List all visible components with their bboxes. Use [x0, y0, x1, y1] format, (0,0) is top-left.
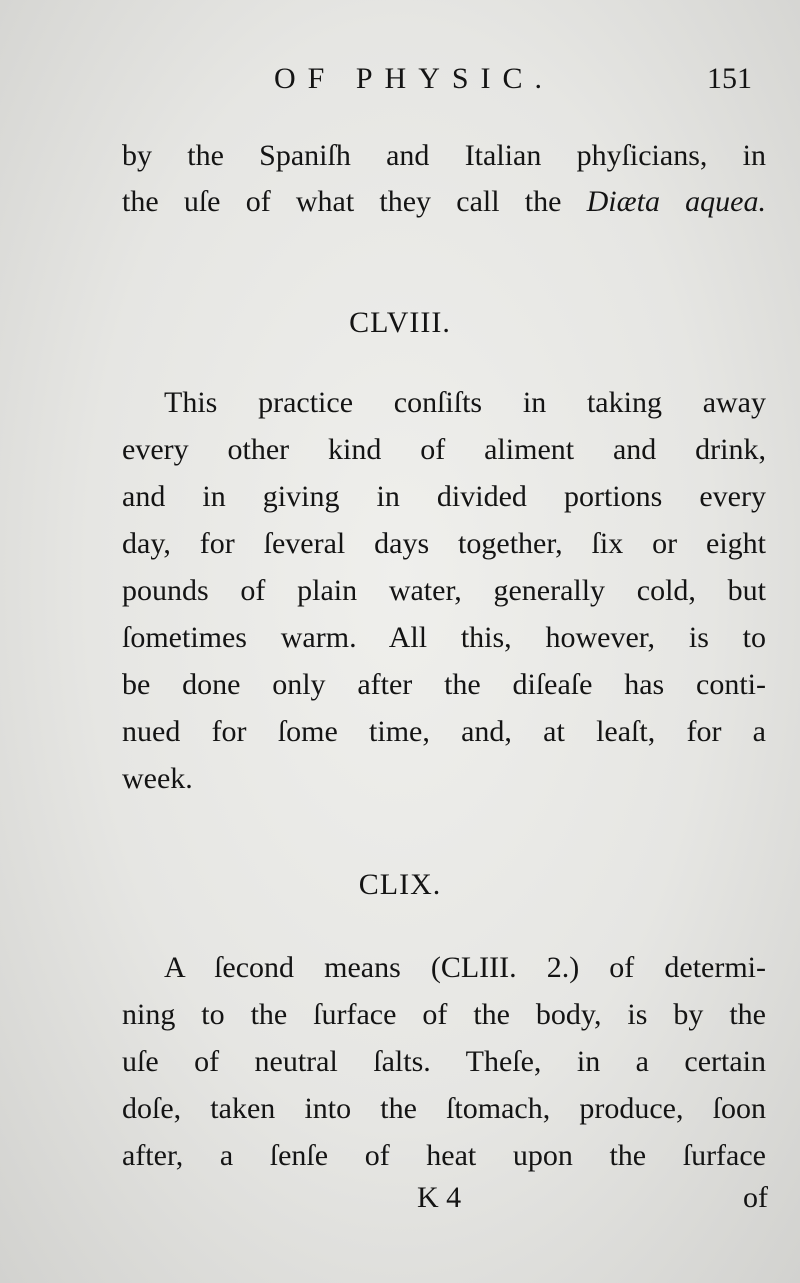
clviii-line-5: pounds of plain water, generally cold, but — [122, 574, 766, 607]
italic-term: Diæta aquea. — [586, 185, 766, 218]
page-header — [0, 62, 800, 110]
catchword: of — [743, 1181, 768, 1214]
clix-line-1: A ſecond means (CLIII. 2.) of determi- — [164, 951, 766, 984]
continuation-line-1: by the Spaniſh and Italian phyſicians, in — [122, 139, 766, 172]
running-head: OF PHYSIC. — [274, 62, 555, 95]
clix-line-5: after, a ſenſe of heat upon the ſurface — [122, 1139, 766, 1172]
page-footer — [0, 1181, 800, 1229]
clix-line-2: ning to the ſurface of the body, is by the — [122, 998, 766, 1031]
clix-line-3: uſe of neutral ſalts. Theſe, in a certain — [122, 1045, 766, 1078]
page-number: 151 — [707, 62, 752, 95]
signature-mark: K 4 — [417, 1181, 462, 1214]
clviii-line-1: This practice conſiſts in taking away — [164, 386, 766, 419]
clix-line-4: doſe, taken into the ſtomach, produce, ſoon — [122, 1092, 766, 1125]
continuation-line-2-text: the uſe of what they call the — [122, 185, 587, 218]
clviii-line-3: and in giving in divided portions every — [122, 480, 766, 513]
clviii-line-7: be done only after the diſeaſe has conti- — [122, 668, 766, 701]
continuation-line-2 — [122, 179, 766, 225]
clviii-line-9: week. — [122, 762, 193, 795]
clviii-line-6: ſometimes warm. All this, however, is to — [122, 621, 766, 654]
clviii-line-4: day, for ſeveral days together, ſix or eight — [122, 527, 766, 560]
clviii-line-2: every other kind of aliment and drink, — [122, 433, 766, 466]
section-heading-clix: CLIX. — [358, 868, 442, 901]
clviii-line-8: nued for ſome time, and, at leaſt, for a — [122, 715, 766, 748]
section-heading-clviii: CLVIII. — [349, 306, 451, 339]
